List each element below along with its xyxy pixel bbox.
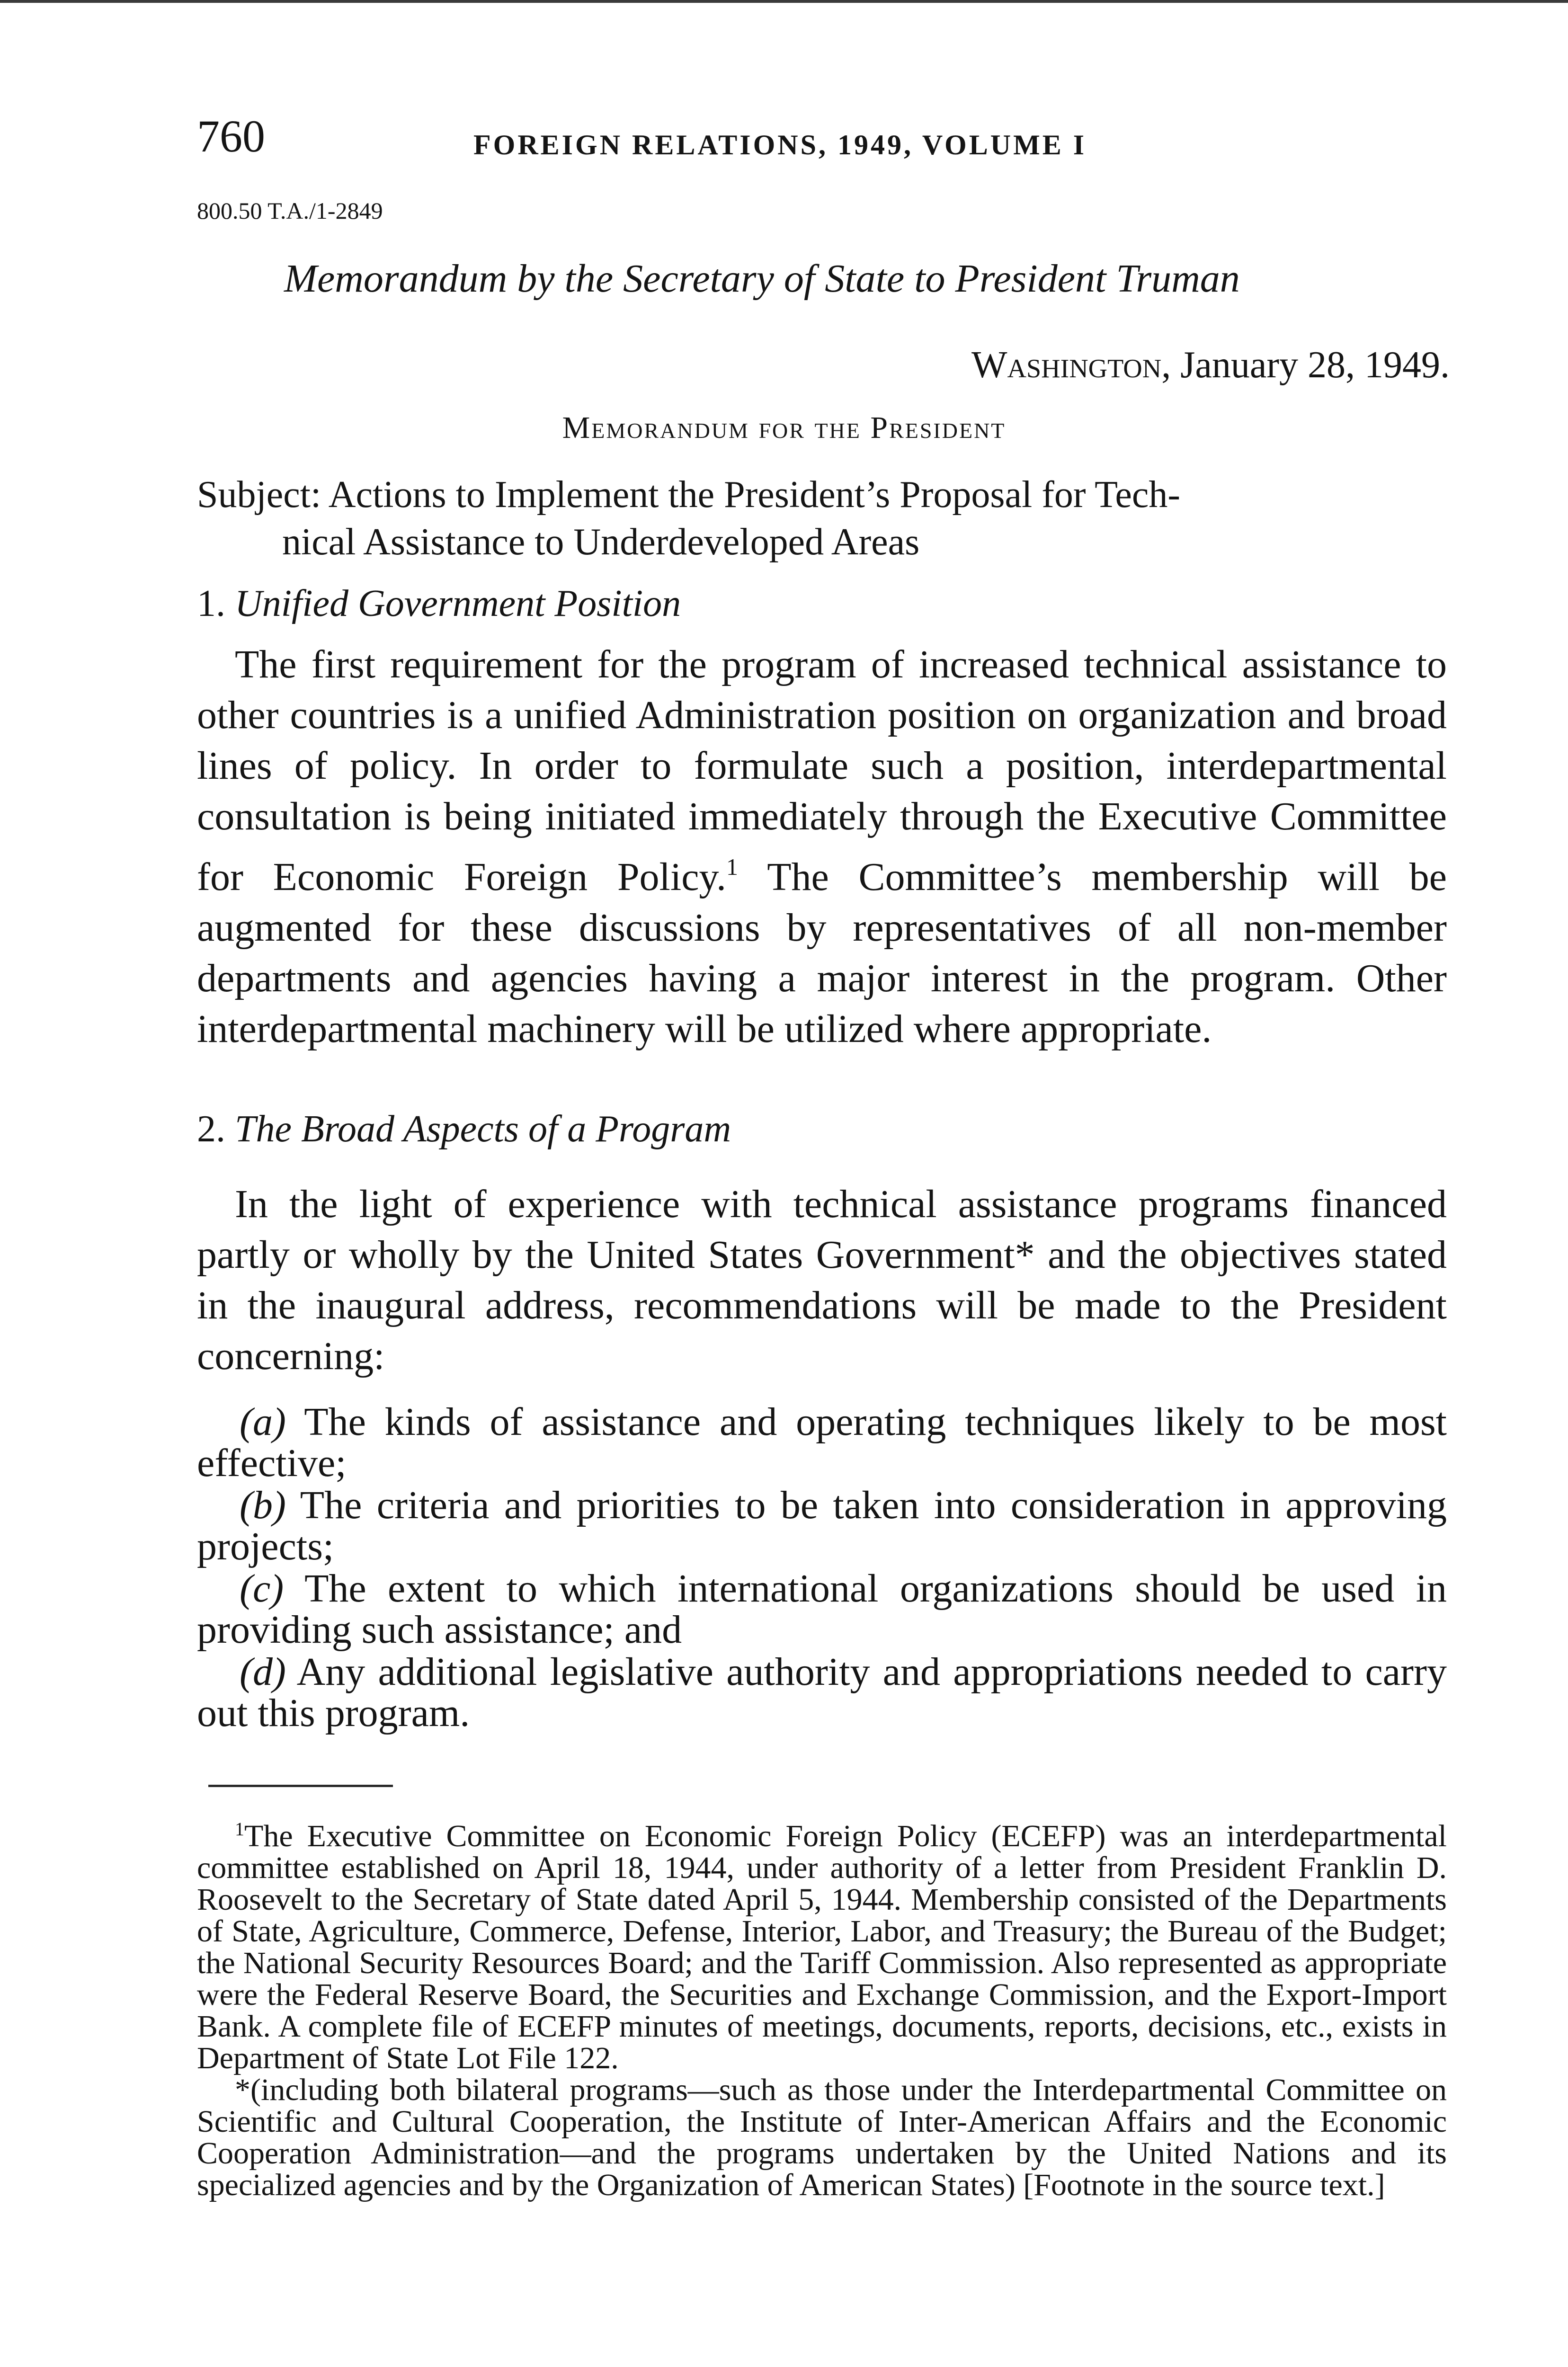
footnote-mark: * (235, 2073, 250, 2107)
section-2-number: 2. (197, 1108, 225, 1150)
list-marker: (c) (240, 1566, 284, 1611)
subject-line-1: Subject: Actions to Implement the President’s Proposal for Tech- (197, 474, 1181, 516)
top-edge-rule (0, 0, 1568, 3)
footnote-mark: 1 (235, 1818, 244, 1840)
list-item-text: Any additional legislative authority and appropriations needed to carry out this program. (197, 1650, 1447, 1735)
footnote-star (197, 2074, 1447, 2201)
footnote-1 (197, 1813, 1447, 2074)
section-1-title: Unified Government Position (235, 583, 681, 624)
list-item (197, 1485, 1447, 1567)
memo-heading: Memorandum for the President (562, 410, 1006, 445)
dateline (971, 344, 1450, 387)
section-2-title: The Broad Aspects of a Program (235, 1108, 731, 1150)
list-marker: (d) (240, 1650, 286, 1694)
footnote-divider (208, 1785, 393, 1787)
list-item (197, 1568, 1447, 1650)
subject-line-2: nical Assistance to Underdeveloped Areas (282, 521, 920, 563)
footnote-text: (including both bilateral programs—such as those under the Interdepartmental Committee on Scientific and Cultural Cooperation, the Institute of Inter-American Affairs and the Economic Cooperation Administration—and the programs undertaken by the United Nations and its specialized agencies and by the Organization of American States) [Footnote in the source text.] (197, 2073, 1447, 2202)
list-marker: (a) (240, 1400, 286, 1444)
list-item (197, 1651, 1447, 1734)
dateline-date: January 28, 1949. (1180, 344, 1450, 386)
recommendation-list (197, 1401, 1447, 1735)
section-1-paragraph (197, 639, 1447, 1054)
section-1-number: 1. (197, 583, 225, 624)
page-number: 760 (197, 111, 265, 161)
list-item-text: The kinds of assistance and operating techniques likely to be most effective; (197, 1400, 1447, 1485)
footnotes (197, 1813, 1447, 2201)
list-marker: (b) (240, 1483, 286, 1527)
dateline-place: Washington, (971, 344, 1171, 386)
document-title: Memorandum by the Secretary of State to President Truman (284, 257, 1240, 301)
running-head: FOREIGN RELATIONS, 1949, VOLUME I (473, 129, 1087, 160)
section-1-heading (197, 582, 681, 625)
section-1-text: The first requirement for the program of increased technical assistance to other countries is a unified Administration position on organization and broad lines of policy. In order to formulate such a position, interdepartmental consultation is being initiated immediately through the Executive Committee for Economic Foreign Policy. (197, 642, 1447, 899)
list-item-text: The criteria and priorities to be taken into consideration in approving projects; (197, 1483, 1447, 1568)
footnote-text: The Executive Committee on Economic Foreign Policy (ECEFP) was an interdepartmental committee established on April 18, 1944, under authority of a letter from President Franklin D. Roosevelt to the Secretary of State dated April 5, 1944. Membership consisted of the Departments of State, Agriculture, Commerce, Defense, Interior, Labor, and Treasury; the Bureau of the Budget; the National Security Resources Board; and the Tariff Commission. Also represented as appropriate were the Federal Reserve Board, the Securities and Exchange Commission, and the Export-Import Bank. A complete file of ECEFP minutes of meetings, documents, reports, decisions, etc., exists in Department of State Lot File 122. (197, 1819, 1447, 2075)
section-2-paragraph: In the light of experience with technical assistance programs financed partly or wholly by the United States Government* and the objectives stated in the inaugural address, recommendations will be made to the President concerning: (197, 1182, 1447, 1378)
file-reference: 800.50 T.A./1-2849 (197, 197, 383, 224)
list-item-text: The extent to which international organizations should be used in providing such assistance; and (197, 1566, 1447, 1652)
footnote-ref-1: 1 (726, 854, 739, 880)
section-1-text-cont: The Committee’s membership will be augmented for these discussions by representatives of all non-member departments and agencies having a major interest in the program. Other interdepartmental machinery will be utilized where appropriate. (197, 855, 1447, 1051)
list-item (197, 1401, 1447, 1484)
section-2-heading (197, 1108, 731, 1151)
